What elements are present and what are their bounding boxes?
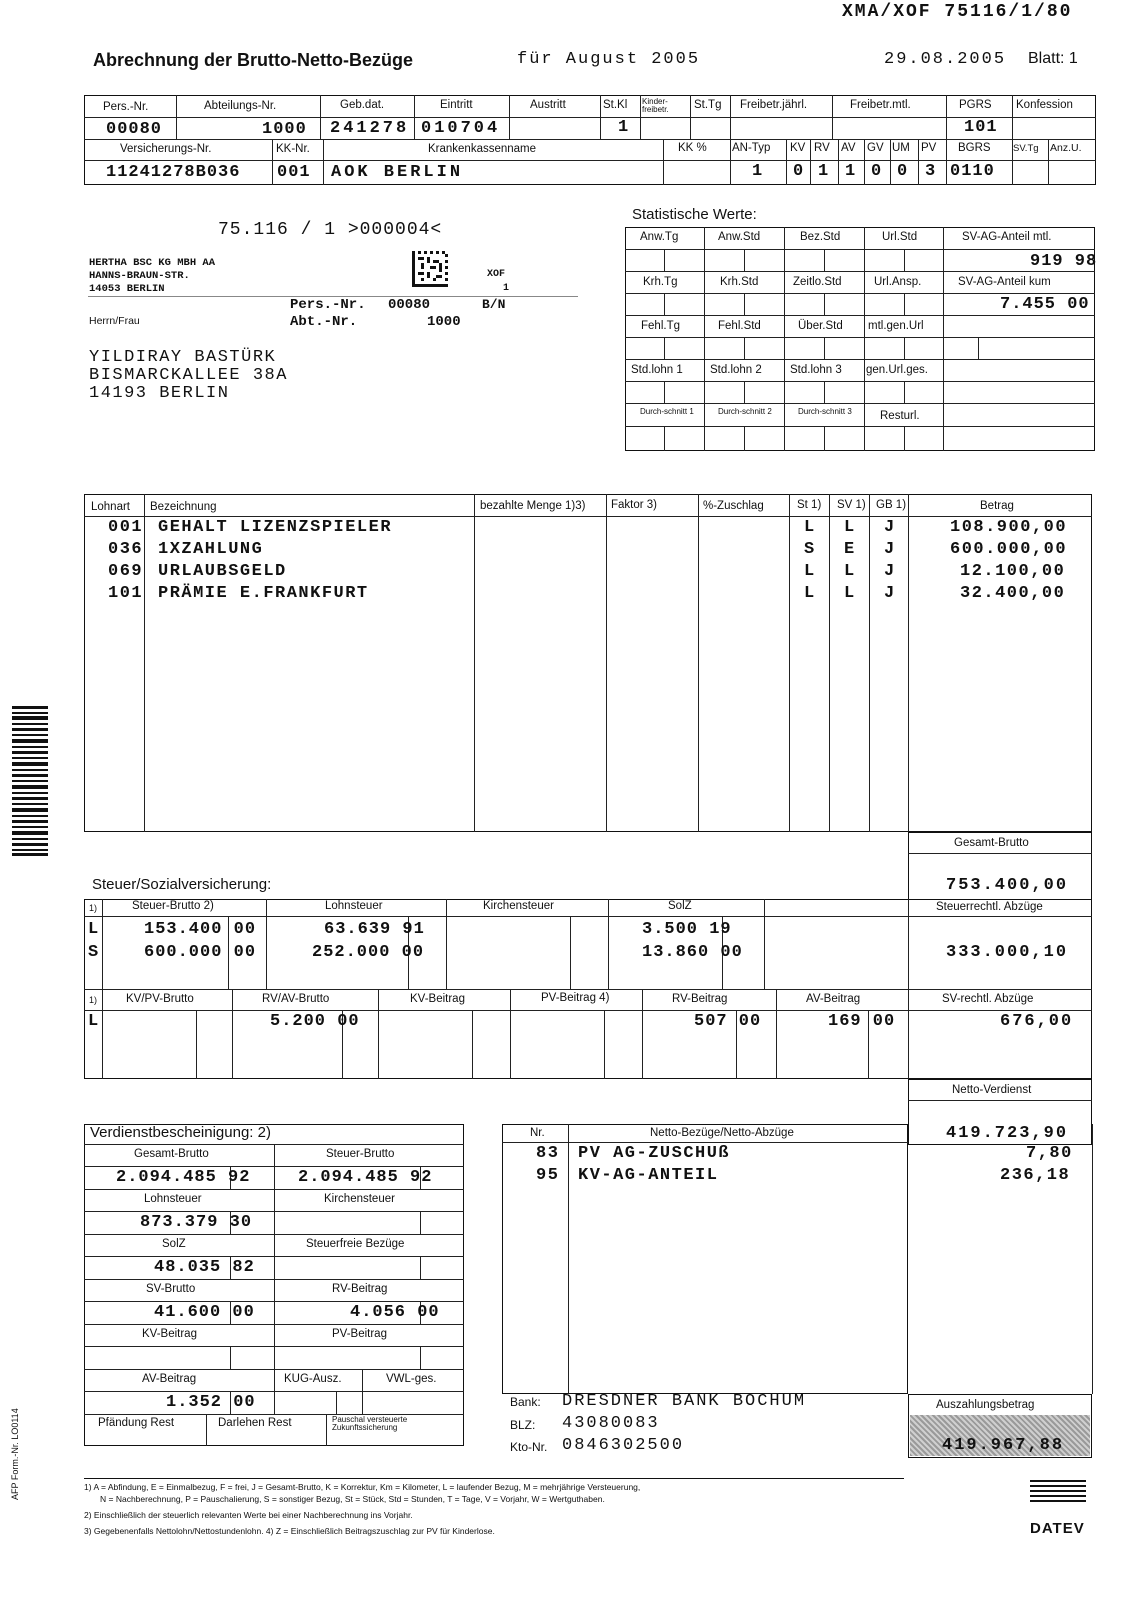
netto-nr-label: Nr. [530,1127,545,1139]
sv-col-av-beitrag: AV-Beitrag [806,993,861,1005]
col-gb: GB 1) [876,499,907,511]
sv-ag-mtl-label: SV-AG-Anteil mtl. [962,231,1052,243]
cert-solz-value: 48.035 82 [154,1258,255,1277]
wage-code: 001 [108,518,144,537]
wage-sv: E [844,540,856,559]
label-gv: GV [867,142,884,154]
label-geb-dat: Geb.dat. [340,99,385,111]
net-items-table [502,1124,908,1394]
gesamt-brutto-label: Gesamt-Brutto [954,837,1029,849]
label-freibetr-jaehrl: Freibetr.jährl. [740,99,808,111]
abt-value: 1000 [427,314,461,330]
employer-line3: 14053 BERLIN [89,283,165,295]
col-bezeichnung: Bezeichnung [150,501,217,513]
value-versicherungs-nr: 11241278B036 [106,163,241,182]
col-betrag: Betrag [980,500,1014,512]
tax-row-brutto: 600.000 00 [144,943,257,962]
wage-name: URLAUBSGELD [158,562,287,581]
recipient-city: 14193 BERLIN [89,384,230,403]
footnote-3: 3) Gegebenenfalls Nettolohn/Nettostundenlohn. 4) Z = Einschließlich Beitragszuschlag zur PV für Kinderlose. [84,1526,495,1536]
stat-ueber-std: Über.Std [798,320,843,332]
cert-sv-brutto-value: 41.600 00 [154,1303,255,1322]
col-st: St 1) [797,499,822,511]
cert-darlehen-label: Darlehen Rest [218,1417,292,1429]
sv-ag-kum-value: 7.455 00 [1000,295,1090,314]
brand-name: DATEV [1030,1520,1085,1537]
wage-code: 036 [108,540,144,559]
cert-kirchensteuer-label: Kirchensteuer [324,1193,395,1205]
wage-name: 1XZAHLUNG [158,540,264,559]
salutation: Herrn/Frau [89,315,140,327]
barcode-icon [12,706,48,856]
label-konfession: Konfession [1016,99,1073,111]
bank-name: DRESDNER BANK BOCHUM [562,1392,807,1411]
label-kv: KV [790,142,806,154]
sheet-number: Blatt: 1 [1028,50,1078,67]
stat-mtl-gen-url: mtl.gen.Url [868,320,924,332]
cert-gesamt-brutto-value: 2.094.485 92 [116,1168,251,1187]
cert-steuer-brutto-label: Steuer-Brutto [326,1148,395,1160]
certificate-title: Verdienstbescheinigung: 2) [90,1124,271,1141]
tax-col-lohnsteuer: Lohnsteuer [325,900,383,912]
stat-anw-std: Anw.Std [718,231,761,243]
stat-bez-std: Bez.Std [800,231,841,243]
tax-row-type: S [88,943,100,962]
label-kk-prozent: KK % [678,142,707,154]
form-number: AFP Form.-Nr. LO0114 [10,1408,20,1500]
cert-rv-beitrag-label: RV-Beitrag [332,1283,388,1295]
value-geb-dat: 241278 [330,119,410,138]
code-xof: XOF [487,269,506,280]
footnote-1b: N = Nachberechnung, P = Pauschalierung, S = sonstiger Bezug, St = Stück, Std = Stunden, T = Tage, V = Vorjahr, W = Wertguthaben. [100,1494,605,1504]
stat-resturl: Resturl. [880,410,920,422]
sv-col-rv-beitrag: RV-Beitrag [672,993,728,1005]
employer-line2: HANNS-BRAUN-STR. [89,270,190,282]
abt-label: Abt.-Nr. [290,314,358,330]
cert-kug-label: KUG-Ausz. [284,1373,342,1385]
col-faktor: Faktor 3) [611,499,658,511]
stat-std-lohn-3: Std.lohn 3 [790,364,842,376]
value-abteilungs-nr: 1000 [262,120,307,139]
stat-anw-tg: Anw.Tg [640,231,679,243]
gesamt-brutto-value: 753.400,00 [946,876,1069,895]
code-1: 1 [503,283,510,294]
label-st-tg: St.Tg [694,99,722,111]
wage-gb: J [884,518,896,537]
sv-type: L [88,1012,100,1031]
value-av: 1 [845,162,857,181]
footnote-2: 2) Einschließlich der steuerlich relevanten Werte bei einer Nachberechnung ins Vorjahr. [84,1510,413,1520]
wage-amount: 12.100,00 [960,562,1066,581]
payout-label: Auszahlungsbetrag [936,1399,1035,1411]
av-beitrag-value: 169 00 [828,1012,896,1031]
datev-logo-icon [1030,1478,1086,1506]
rvav-brutto-value: 5.200 00 [270,1012,360,1031]
label-eintritt: Eintritt [440,99,473,111]
print-date: 29.08.2005 [884,50,1007,69]
tax-row-lohnsteuer: 252.000 00 [312,943,425,962]
netto-header: Netto-Bezüge/Netto-Abzüge [650,1127,794,1139]
wage-gb: J [884,584,896,603]
label-kk-nr: KK-Nr. [276,143,310,155]
value-gv: 0 [871,162,883,181]
label-kinderfreibetr: Kinder-freibetr. [642,97,669,114]
sv-col-1: 1) [89,995,98,1005]
sv-abzuege-label: SV-rechtl. Abzüge [942,993,1034,1005]
netto-amount: 7,80 [1026,1144,1073,1163]
label-abteilungs-nr: Abteilungs-Nr. [204,100,277,112]
col-sv: SV 1) [837,499,866,511]
blz-label: BLZ: [510,1418,536,1432]
cert-vwl-label: VWL-ges. [386,1373,437,1385]
col-menge: bezahlte Menge 1)3) [480,500,586,512]
sv-col-rvav-brutto: RV/AV-Brutto [262,993,330,1005]
reference-code: 75.116 / 1 >000004< [218,220,443,240]
tax-col-1: 1) [89,903,98,913]
period: für August 2005 [517,50,701,69]
stat-fehl-std: Fehl.Std [718,320,761,332]
label-freibetr-mtl: Freibetr.mtl. [850,99,911,111]
cert-lohnsteuer-label: Lohnsteuer [144,1193,202,1205]
tax-col-kirchensteuer: Kirchensteuer [483,900,554,912]
cert-lohnsteuer-value: 873.379 30 [140,1213,253,1232]
wage-sv: L [844,562,856,581]
stat-durchschnitt-2: Durch-schnitt 2 [718,407,772,416]
stat-durchschnitt-3: Durch-schnitt 3 [798,407,852,416]
stat-fehl-tg: Fehl.Tg [641,320,680,332]
label-um: UM [892,142,910,154]
value-pv: 3 [925,162,937,181]
steuer-abzuege-value: 333.000,10 [946,943,1069,962]
label-versicherungs-nr: Versicherungs-Nr. [120,143,212,155]
tax-row-solz: 3.500 19 [642,920,732,939]
label-krankenkassenname: Krankenkassenname [428,143,537,155]
cert-av-beitrag-value: 1.352 00 [166,1393,256,1412]
cert-rv-beitrag-value: 4.056 00 [350,1303,440,1322]
label-pgrs: PGRS [959,99,992,111]
wage-st: L [804,518,816,537]
label-pers-nr: Pers.-Nr. [103,101,149,113]
netto-nr: 95 [536,1166,560,1185]
tax-row-solz: 13.860 00 [642,943,743,962]
wage-amount: 108.900,00 [950,518,1068,537]
sv-col-pv-beitrag: PV-Beitrag 4) [541,992,610,1004]
label-austritt: Austritt [530,99,566,111]
wage-st: L [804,562,816,581]
col-lohnart: Lohnart [91,501,131,513]
wage-gb: J [884,562,896,581]
tax-col-steuer-brutto: Steuer-Brutto 2) [132,900,214,912]
value-um: 0 [897,162,909,181]
cert-pauschal-label: Pauschal versteuerte Zukunftssicherung [332,1415,408,1432]
stat-std-lohn-2: Std.lohn 2 [710,364,762,376]
cert-steuer-brutto-value: 2.094.485 92 [298,1168,433,1187]
wage-name: PRÄMIE E.FRANKFURT [158,584,369,603]
netto-value: 419.723,90 [946,1124,1069,1143]
cert-kv-beitrag-label: KV-Beitrag [142,1328,197,1340]
wage-gb: J [884,540,896,559]
wage-code: 069 [108,562,144,581]
sv-abzuege-value: 676,00 [1000,1012,1074,1031]
wage-st: L [804,584,816,603]
sv-col-kvpv-brutto: KV/PV-Brutto [126,993,194,1005]
pers-value: 00080 [388,297,431,313]
pers-label: Pers.-Nr. [290,297,366,313]
value-st-kl: 1 [618,118,630,137]
stat-krh-std: Krh.Std [720,276,759,288]
wage-name: GEHALT LIZENZSPIELER [158,518,393,537]
wage-st: S [804,540,816,559]
label-av: AV [841,142,856,154]
tax-row-lohnsteuer: 63.639 91 [324,920,425,939]
stat-durchschnitt-1: Durch-schnitt 1 [640,407,694,416]
employer-line1: HERTHA BSC KG MBH AA [89,257,216,269]
stat-std-lohn-1: Std.lohn 1 [631,364,683,376]
statistics-table [625,227,1098,451]
sv-ag-mtl-value: 919 98 [1030,252,1098,271]
label-sv-tg: SV.Tg [1013,143,1039,154]
netto-nr: 83 [536,1144,560,1163]
value-rv: 1 [818,162,830,181]
value-bgrs: 0110 [950,162,995,181]
bank-label: Bank: [510,1395,541,1409]
tax-col-solz: SolZ [668,900,692,912]
label-rv: RV [814,142,830,154]
value-pers-nr: 00080 [106,120,163,139]
recipient-street: BISMARCKALLEE 38A [89,366,288,385]
recipient-name: YILDIRAY BASTÜRK [89,348,277,367]
rv-beitrag-value: 507 00 [694,1012,762,1031]
footnote-1a: 1) A = Abfindung, E = Einmalbezug, F = frei, J = Gesamt-Brutto, K = Korrektur, Km = Kilometer, L = laufender Bezug, M = mehrjährige Versteuerung, [84,1482,641,1492]
netto-name: KV-AG-ANTEIL [578,1166,719,1185]
blz-value: 43080083 [562,1414,660,1433]
stat-krh-tg: Krh.Tg [643,276,678,288]
cert-solz-label: SolZ [162,1238,186,1250]
netto-amount: 236,18 [1000,1166,1071,1185]
value-kv: 0 [793,162,805,181]
cert-sv-brutto-label: SV-Brutto [146,1283,196,1295]
kto-label: Kto-Nr. [510,1440,548,1454]
stat-url-ansp: Url.Ansp. [874,276,922,288]
cert-pfaendung-label: Pfändung Rest [98,1417,175,1429]
wage-code: 101 [108,584,144,603]
label-pv: PV [921,142,937,154]
stat-zeitlo-std: Zeitlo.Std [793,276,842,288]
datamatrix-code-icon [412,251,448,287]
sv-ag-kum-label: SV-AG-Anteil kum [958,276,1051,288]
label-st-kl: St.Kl [603,99,628,111]
cert-pv-beitrag-label: PV-Beitrag [332,1328,387,1340]
wage-sv: L [844,584,856,603]
value-krankenkassenname: AOK BERLIN [331,163,464,182]
tax-section-title: Steuer/Sozialversicherung: [92,876,272,893]
wage-amount: 600.000,00 [950,540,1068,559]
wage-amount: 32.400,00 [960,584,1066,603]
netto-name: PV AG-ZUSCHUß [578,1144,731,1163]
col-zuschlag: %-Zuschlag [703,500,764,512]
top-code: XMA/XOF 75116/1/80 [842,2,1073,22]
cert-av-beitrag-label: AV-Beitrag [142,1373,197,1385]
tax-row-brutto: 153.400 00 [144,920,257,939]
cert-steuerfrei-label: Steuerfreie Bezüge [306,1238,405,1250]
stat-url-std: Url.Std [882,231,918,243]
label-bgrs: BGRS [958,142,991,154]
cert-gesamt-brutto-label: Gesamt-Brutto [134,1148,209,1160]
label-an-typ: AN-Typ [732,142,771,154]
value-kk-nr: 001 [277,163,311,182]
bn-code: B/N [482,297,506,312]
stat-gen-url-ges: gen.Url.ges. [866,364,929,376]
value-an-typ: 1 [752,162,764,181]
kto-value: 0846302500 [562,1436,685,1455]
value-eintritt: 010704 [421,119,501,138]
value-pgrs: 101 [964,118,998,137]
payout-value: 419.967,88 [942,1436,1065,1455]
page-title: Abrechnung der Brutto-Netto-Bezüge [93,50,413,70]
tax-row-type: L [88,920,100,939]
wage-sv: L [844,518,856,537]
statistics-title: Statistische Werte: [632,206,757,223]
sv-col-kv-beitrag: KV-Beitrag [410,993,465,1005]
steuer-abzuege-label: Steuerrechtl. Abzüge [936,901,1043,913]
netto-label: Netto-Verdienst [952,1084,1032,1096]
label-anz-u: Anz.U. [1050,142,1082,154]
